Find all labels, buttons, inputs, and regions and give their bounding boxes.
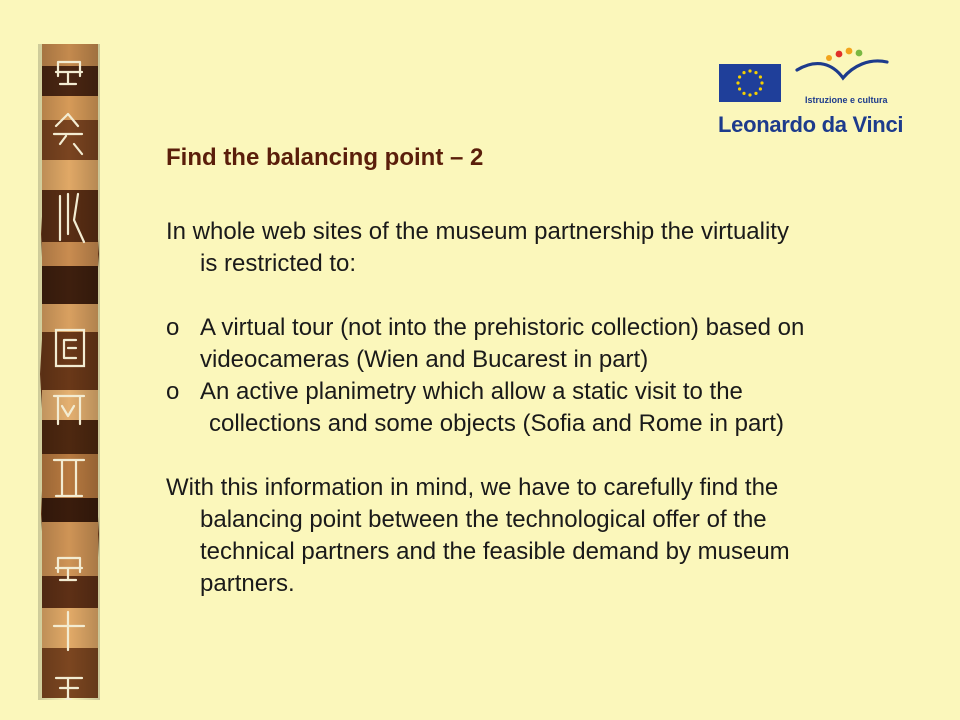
bullet-text xyxy=(200,376,896,440)
decorative-totem-image xyxy=(38,44,100,700)
closing-line-1: With this information in mind, we have to carefully find the xyxy=(166,474,779,501)
slide-body xyxy=(166,216,896,600)
intro-line-2: is restricted to: xyxy=(200,250,357,277)
bullet-line-1: An active planimetry which allow a static visit to the xyxy=(200,378,743,405)
bullet-line-2: collections and some objects (Sofia and Rome in part) xyxy=(209,410,784,437)
closing-paragraph xyxy=(166,472,896,600)
eu-flag-logo xyxy=(719,64,781,102)
leonardo-da-vinci-logo-text: Leonardo da Vinci xyxy=(718,112,904,137)
spacer xyxy=(166,440,896,472)
intro-line-1: In whole web sites of the museum partnership the virtuality xyxy=(166,218,789,245)
leonardo-swoosh-logo xyxy=(793,44,889,88)
bullet-marker: o xyxy=(166,314,180,341)
intro-paragraph xyxy=(166,216,896,280)
closing-line-3: technical partners and the feasible demand by museum xyxy=(200,538,790,565)
list-item xyxy=(166,376,896,440)
bullet-line-1: A virtual tour (not into the prehistoric collection) based on xyxy=(200,314,805,341)
closing-line-4: partners. xyxy=(200,570,295,597)
bullet-line-2: videocameras (Wien and Bucarest in part) xyxy=(200,346,649,373)
bullet-marker: o xyxy=(166,378,180,405)
bullet-text xyxy=(200,312,896,376)
closing-line-2: balancing point between the technological offer of the xyxy=(200,506,767,533)
list-item xyxy=(166,312,896,376)
slide-title: Find the balancing point – 2 xyxy=(166,144,484,171)
program-subtitle: Istruzione e cultura xyxy=(805,95,888,105)
spacer xyxy=(166,280,896,312)
